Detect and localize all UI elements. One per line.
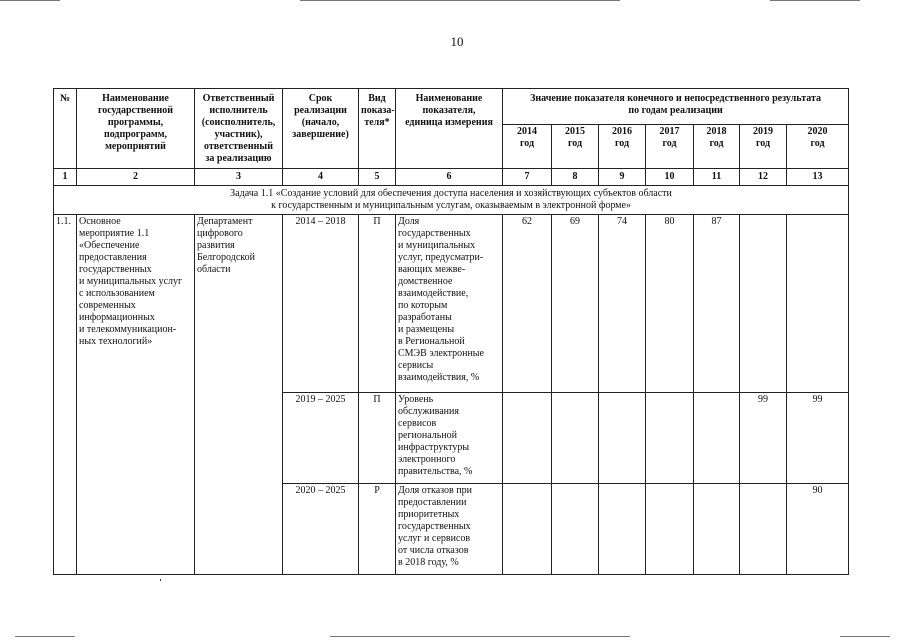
column-number: 2: [77, 169, 195, 186]
header-responsible: Ответственный исполнитель (соисполнитель, участник), ответственный за реализацию: [195, 89, 283, 169]
header-year: 2020 год: [787, 125, 849, 169]
indicator-name: Доля государственных и муниципальных услуг, предусматри- вающих межве- домственное взаимодействие, по которым разработаны и размещены в Региональной СМЭВ электронные сервисы взаимодействия, %: [396, 215, 503, 393]
indicator-value: [503, 484, 552, 575]
column-number: 7: [503, 169, 552, 186]
indicator-value: 80: [646, 215, 694, 393]
indicator-term: 2019 – 2025: [283, 393, 359, 484]
indicator-kind: П: [359, 215, 396, 393]
column-number: 10: [646, 169, 694, 186]
indicator-name: Доля отказов при предоставлении приоритетных государственных услуг и сервисов от числа отказов в 2018 году, %: [396, 484, 503, 575]
header-year: 2019 год: [740, 125, 787, 169]
header-values-group: Значение показателя конечного и непосредственного результата по годам реализации: [503, 89, 849, 125]
indicator-value: [787, 215, 849, 393]
indicator-value: [599, 484, 646, 575]
indicator-kind: П: [359, 393, 396, 484]
indicator-value: 74: [599, 215, 646, 393]
column-number-row: [54, 169, 849, 186]
indicator-value: 90: [787, 484, 849, 575]
indicator-value: 99: [740, 393, 787, 484]
indicator-value: 62: [503, 215, 552, 393]
scan-border-line: [840, 636, 890, 637]
column-number: 12: [740, 169, 787, 186]
indicator-kind: Р: [359, 484, 396, 575]
header-year: 2016 год: [599, 125, 646, 169]
task-row: [54, 186, 849, 215]
indicator-value: [552, 393, 599, 484]
column-number: 9: [599, 169, 646, 186]
indicator-name: Уровень обслуживания сервисов региональной инфраструктуры электронного правительства, %: [396, 393, 503, 484]
header-year: 2018 год: [694, 125, 740, 169]
header-indicator-kind: Вид показа- теля*: [359, 89, 396, 169]
indicator-value: 99: [787, 393, 849, 484]
indicator-value: [552, 484, 599, 575]
column-number: 1: [54, 169, 77, 186]
indicator-term: 2014 – 2018: [283, 215, 359, 393]
task-title: Задача 1.1 «Создание условий для обеспечения доступа населения и хозяйствующих субъектов области к государственным и муниципальным услугам, оказываемым в электронной форме»: [54, 186, 849, 215]
column-number: 8: [552, 169, 599, 186]
indicator-term: 2020 – 2025: [283, 484, 359, 575]
indicator-value: [740, 484, 787, 575]
measure-name: Основное мероприятие 1.1 «Обеспечение предоставления государственных и муниципальных услуг с использованием современных информационных и телекоммуникацион- ных технологий»: [77, 215, 195, 575]
scan-border-line: [770, 0, 860, 1]
indicator-value: 69: [552, 215, 599, 393]
header-row: [54, 89, 849, 125]
scan-border-line: [15, 636, 75, 637]
indicator-value: 87: [694, 215, 740, 393]
indicator-value: [740, 215, 787, 393]
header-year: 2015 год: [552, 125, 599, 169]
header-program-name: Наименование государственной программы, подпрограмм, мероприятий: [77, 89, 195, 169]
scan-border-line: [330, 636, 630, 637]
header-year: 2014 год: [503, 125, 552, 169]
header-term: Срок реализации (начало, завершение): [283, 89, 359, 169]
indicator-value: [599, 393, 646, 484]
column-number: 6: [396, 169, 503, 186]
indicator-value: [503, 393, 552, 484]
indicator-value: [646, 393, 694, 484]
table-row: [54, 215, 849, 393]
column-number: 4: [283, 169, 359, 186]
indicator-value: [694, 393, 740, 484]
column-number: 3: [195, 169, 283, 186]
header-no: №: [54, 89, 77, 169]
indicator-value: [646, 484, 694, 575]
scan-border-line: [300, 0, 620, 1]
header-year: 2017 год: [646, 125, 694, 169]
scan-border-line: [0, 0, 60, 1]
page-number: 10: [450, 34, 464, 49]
column-number: 5: [359, 169, 396, 186]
column-number: 11: [694, 169, 740, 186]
indicator-value: [694, 484, 740, 575]
header-indicator-name: Наименование показателя, единица измерения: [396, 89, 503, 169]
scan-speck: [160, 579, 161, 581]
column-number: 13: [787, 169, 849, 186]
measure-responsible: Департамент цифрового развития Белгородской области: [195, 215, 283, 575]
results-table: [53, 88, 849, 575]
measure-number: 1.1.: [54, 215, 77, 575]
